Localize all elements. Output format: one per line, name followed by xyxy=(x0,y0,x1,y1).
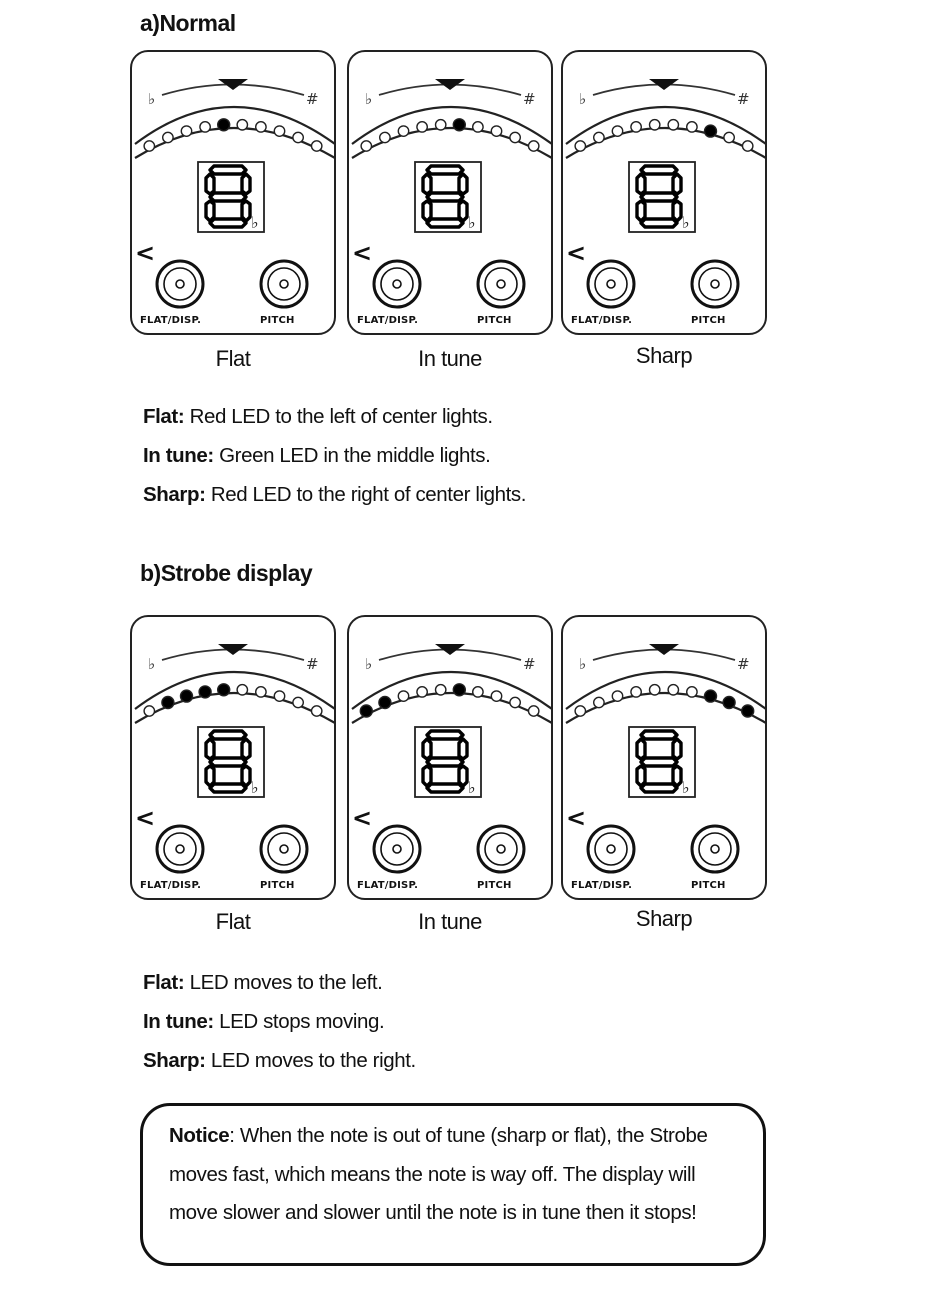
pitch-label: PITCH xyxy=(691,880,726,891)
digit-segment xyxy=(210,193,246,201)
led-off xyxy=(163,132,173,142)
segment-digit xyxy=(132,617,250,792)
tuner-face xyxy=(132,617,336,900)
led-lit xyxy=(379,697,391,709)
digit-segment xyxy=(210,731,246,739)
led-off xyxy=(361,141,371,151)
digit-segment xyxy=(427,166,463,174)
flat-disp-label: FLAT/DISP. xyxy=(140,315,202,326)
tuner-face xyxy=(563,617,767,900)
digit-segment xyxy=(641,166,677,174)
digit-segment xyxy=(637,174,645,194)
pitch-label: PITCH xyxy=(477,880,512,891)
led-off xyxy=(312,141,322,151)
led-off xyxy=(256,122,266,132)
flat-disp-label: FLAT/DISP. xyxy=(357,315,419,326)
led-lit xyxy=(181,690,193,702)
led-lit xyxy=(360,705,372,717)
tuner-face xyxy=(132,52,336,335)
led-lit xyxy=(199,686,211,698)
led-lit xyxy=(742,705,754,717)
arrow-icon: < xyxy=(566,239,587,267)
led-off xyxy=(398,126,408,136)
strobe-descriptions xyxy=(143,963,416,1080)
caption-strobe-flat: Flat xyxy=(215,909,251,934)
digit-segment xyxy=(210,784,246,792)
tuner-face xyxy=(349,52,553,335)
led-lit xyxy=(453,684,465,696)
notice-label: Notice xyxy=(169,1124,230,1147)
led-off xyxy=(529,706,539,716)
led-off xyxy=(529,141,539,151)
digit-segment xyxy=(673,174,681,194)
digit-segment xyxy=(423,174,431,194)
flat-symbol: ♭ xyxy=(365,655,373,673)
led-lit xyxy=(218,684,230,696)
arrow-icon: < xyxy=(566,804,587,832)
desc-term: Sharp: xyxy=(143,1049,206,1072)
led-off xyxy=(181,126,191,136)
desc-term: Flat: xyxy=(143,971,185,994)
digit-segment xyxy=(637,739,645,759)
led-off xyxy=(293,132,303,142)
led-off xyxy=(612,126,622,136)
desc-term: Flat: xyxy=(143,405,185,428)
desc-normal-in-tune xyxy=(143,436,526,475)
desc-strobe-sharp xyxy=(143,1041,416,1080)
led-off xyxy=(380,132,390,142)
led-off xyxy=(687,687,697,697)
sharp-symbol: # xyxy=(306,655,319,673)
tuner-normal-sharp xyxy=(561,50,767,335)
led-off xyxy=(417,122,427,132)
notice-box xyxy=(140,1103,766,1266)
tuner-strobe-in-tune xyxy=(347,615,553,900)
led-lit xyxy=(705,690,717,702)
digit-segment xyxy=(242,174,250,194)
flat-symbol: ♭ xyxy=(148,90,156,108)
desc-text: LED stops moving. xyxy=(213,1010,385,1033)
caption-normal-in-tune: In tune xyxy=(418,346,482,371)
flat-disp-label: FLAT/DISP. xyxy=(357,880,419,891)
normal-descriptions xyxy=(143,397,526,514)
desc-strobe-flat xyxy=(143,963,416,1002)
caption-normal-sharp: Sharp xyxy=(635,343,693,368)
led-lit xyxy=(705,125,717,137)
led-off xyxy=(575,141,585,151)
caption-strobe-in-tune: In tune xyxy=(418,909,482,934)
led-off xyxy=(631,122,641,132)
led-off xyxy=(417,687,427,697)
digit-segment xyxy=(206,739,214,759)
pitch-label: PITCH xyxy=(260,315,295,326)
flat-symbol: ♭ xyxy=(579,90,587,108)
desc-term: Sharp: xyxy=(143,483,206,506)
sharp-symbol: # xyxy=(523,90,536,108)
led-off xyxy=(668,120,678,130)
tuner-normal-flat xyxy=(130,50,336,335)
desc-text: LED moves to the left. xyxy=(184,971,383,994)
caption-normal-flat: Flat xyxy=(215,346,251,371)
led-lit xyxy=(453,119,465,131)
led-off xyxy=(237,120,247,130)
led-off xyxy=(650,685,660,695)
segment-digit xyxy=(132,52,250,227)
desc-term: In tune: xyxy=(143,1010,214,1033)
arrow-icon: < xyxy=(352,804,373,832)
led-off xyxy=(510,697,520,707)
led-off xyxy=(200,122,210,132)
digit-segment xyxy=(427,193,463,201)
digit-segment xyxy=(641,784,677,792)
led-off xyxy=(237,685,247,695)
section-b-heading: b)Strobe display xyxy=(140,560,313,586)
tuner-face xyxy=(349,617,553,900)
pitch-label: PITCH xyxy=(477,315,512,326)
led-lit xyxy=(218,119,230,131)
digit-segment xyxy=(210,166,246,174)
led-off xyxy=(256,687,266,697)
led-off xyxy=(594,697,604,707)
desc-text: Red LED to the left of center lights. xyxy=(184,405,493,428)
led-off xyxy=(631,687,641,697)
segment-digit xyxy=(563,52,681,227)
display-accidental: ♭ xyxy=(682,213,690,232)
led-off xyxy=(687,122,697,132)
flat-symbol: ♭ xyxy=(365,90,373,108)
led-off xyxy=(724,132,734,142)
arrow-icon: < xyxy=(135,239,156,267)
led-off xyxy=(398,691,408,701)
sharp-symbol: # xyxy=(737,655,750,673)
desc-term: In tune: xyxy=(143,444,214,467)
display-accidental: ♭ xyxy=(251,213,259,232)
desc-text: Red LED to the right of center lights. xyxy=(205,483,527,506)
digit-segment xyxy=(210,219,246,227)
led-off xyxy=(274,691,284,701)
led-off xyxy=(743,141,753,151)
segment-digit xyxy=(349,52,467,227)
led-off xyxy=(144,141,154,151)
led-off xyxy=(436,120,446,130)
led-off xyxy=(312,706,322,716)
display-accidental: ♭ xyxy=(251,778,259,797)
led-off xyxy=(612,691,622,701)
led-off xyxy=(650,120,660,130)
segment-digit xyxy=(563,617,681,792)
desc-text: Green LED in the middle lights. xyxy=(213,444,491,467)
led-off xyxy=(594,132,604,142)
display-accidental: ♭ xyxy=(468,778,476,797)
digit-segment xyxy=(206,174,214,194)
sharp-symbol: # xyxy=(523,655,536,673)
led-off xyxy=(473,122,483,132)
digit-segment xyxy=(459,174,467,194)
digit-segment xyxy=(423,739,431,759)
flat-symbol: ♭ xyxy=(579,655,587,673)
flat-disp-label: FLAT/DISP. xyxy=(571,880,633,891)
desc-text: LED moves to the right. xyxy=(205,1049,416,1072)
digit-segment xyxy=(427,758,463,766)
section-a-heading: a)Normal xyxy=(140,10,236,36)
sharp-symbol: # xyxy=(737,90,750,108)
led-off xyxy=(491,691,501,701)
flat-disp-label: FLAT/DISP. xyxy=(140,880,202,891)
flat-disp-label: FLAT/DISP. xyxy=(571,315,633,326)
digit-segment xyxy=(641,758,677,766)
led-off xyxy=(491,126,501,136)
sharp-symbol: # xyxy=(306,90,319,108)
led-off xyxy=(144,706,154,716)
flat-symbol: ♭ xyxy=(148,655,156,673)
digit-segment xyxy=(242,739,250,759)
led-off xyxy=(668,685,678,695)
led-off xyxy=(436,685,446,695)
arrow-icon: < xyxy=(352,239,373,267)
digit-segment xyxy=(427,219,463,227)
desc-normal-flat xyxy=(143,397,526,436)
caption-strobe-sharp: Sharp xyxy=(635,906,693,931)
notice-text: : When the note is out of tune (sharp or flat), the Strobe moves fast, which means the note is way off. The display will move slower and slower until the note is in tune then it stops! xyxy=(169,1124,708,1224)
display-accidental: ♭ xyxy=(682,778,690,797)
pitch-label: PITCH xyxy=(260,880,295,891)
led-off xyxy=(473,687,483,697)
digit-segment xyxy=(641,219,677,227)
display-accidental: ♭ xyxy=(468,213,476,232)
led-off xyxy=(274,126,284,136)
digit-segment xyxy=(641,731,677,739)
digit-segment xyxy=(641,193,677,201)
led-off xyxy=(293,697,303,707)
pitch-label: PITCH xyxy=(691,315,726,326)
digit-segment xyxy=(459,739,467,759)
tuner-strobe-sharp xyxy=(561,615,767,900)
tuner-normal-in-tune xyxy=(347,50,553,335)
desc-normal-sharp xyxy=(143,475,526,514)
tuner-face xyxy=(563,52,767,335)
digit-segment xyxy=(427,784,463,792)
desc-strobe-in-tune xyxy=(143,1002,416,1041)
digit-segment xyxy=(673,739,681,759)
digit-segment xyxy=(427,731,463,739)
led-lit xyxy=(723,697,735,709)
tuner-strobe-flat xyxy=(130,615,336,900)
led-lit xyxy=(162,697,174,709)
arrow-icon: < xyxy=(135,804,156,832)
led-off xyxy=(510,132,520,142)
led-off xyxy=(575,706,585,716)
digit-segment xyxy=(210,758,246,766)
